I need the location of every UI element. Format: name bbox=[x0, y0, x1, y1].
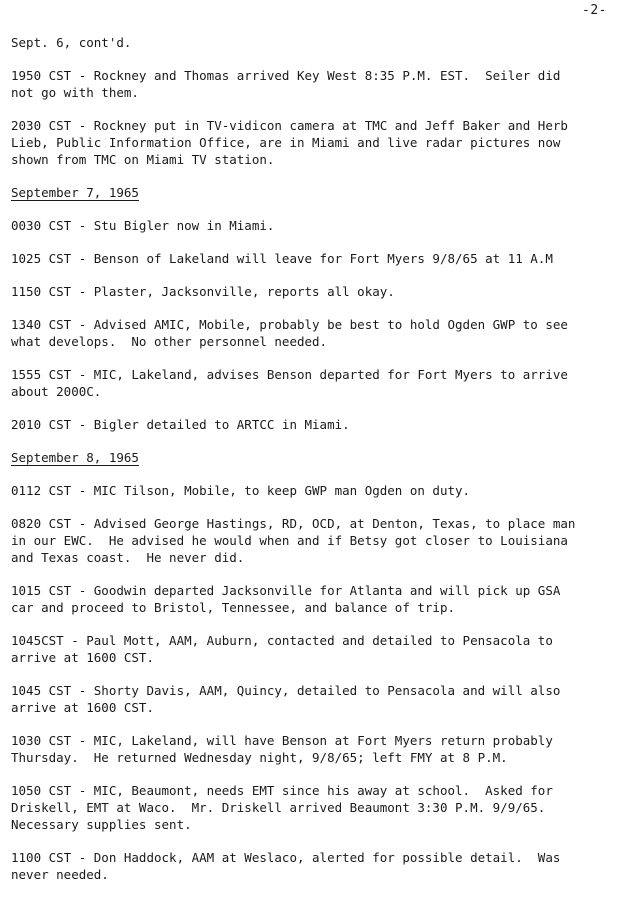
log-entry bbox=[11, 782, 631, 833]
log-entry bbox=[11, 316, 631, 350]
date-heading: September 8, 1965 bbox=[11, 450, 139, 465]
log-entry-line: 0112 CST - MIC Tilson, Mobile, to keep GWP man Ogden on duty. bbox=[11, 483, 471, 498]
log-entry bbox=[11, 582, 631, 616]
log-entry-line: 1015 CST - Goodwin departed Jacksonville for Atlanta and will pick up GSA bbox=[11, 583, 561, 598]
log-entry-line: 1150 CST - Plaster, Jacksonville, reports all okay. bbox=[11, 284, 395, 299]
log-entry-line: in our EWC. He advised he would when and if Betsy got closer to Louisiana bbox=[11, 533, 568, 548]
log-entry bbox=[11, 682, 631, 716]
log-entry-line: not go with them. bbox=[11, 85, 139, 100]
log-entry-line: 2030 CST - Rockney put in TV-vidicon camera at TMC and Jeff Baker and Herb bbox=[11, 118, 568, 133]
log-entry-line: Thursday. He returned Wednesday night, 9/8/65; left FMY at 8 P.M. bbox=[11, 750, 508, 765]
log-entry bbox=[11, 366, 631, 400]
log-entry bbox=[11, 632, 631, 666]
log-entry-line: never needed. bbox=[11, 867, 109, 882]
log-entry-line: 1340 CST - Advised AMIC, Mobile, probably be best to hold Ogden GWP to see bbox=[11, 317, 568, 332]
date-heading-wrap bbox=[11, 449, 631, 482]
log-entry-line: Lieb, Public Information Office, are in Miami and live radar pictures now bbox=[11, 135, 561, 150]
date-heading-wrap bbox=[11, 184, 631, 217]
log-entry-line: 1045 CST - Shorty Davis, AAM, Quincy, detailed to Pensacola and will also bbox=[11, 683, 561, 698]
log-entry-line: 1030 CST - MIC, Lakeland, will have Benson at Fort Myers return probably bbox=[11, 733, 553, 748]
log-entry bbox=[11, 67, 631, 101]
log-entry-line: 0820 CST - Advised George Hastings, RD, OCD, at Denton, Texas, to place man bbox=[11, 516, 576, 531]
log-entry bbox=[11, 250, 631, 267]
log-entry bbox=[11, 482, 631, 499]
log-entry-line: shown from TMC on Miami TV station. bbox=[11, 152, 275, 167]
log-entry bbox=[11, 849, 631, 883]
log-entry-line: 0030 CST - Stu Bigler now in Miami. bbox=[11, 218, 275, 233]
log-entry-line: 1045CST - Paul Mott, AAM, Auburn, contacted and detailed to Pensacola to bbox=[11, 633, 553, 648]
log-entry-line: Necessary supplies sent. bbox=[11, 817, 192, 832]
log-entry-line: arrive at 1600 CST. bbox=[11, 650, 154, 665]
log-entry-line: Sept. 6, cont'd. bbox=[11, 35, 132, 50]
log-entry bbox=[11, 416, 631, 433]
log-entry bbox=[11, 732, 631, 766]
log-entry-line: about 2000C. bbox=[11, 384, 102, 399]
log-content bbox=[11, 34, 631, 899]
date-heading: September 7, 1965 bbox=[11, 185, 139, 200]
log-entry bbox=[11, 34, 631, 51]
log-entry bbox=[11, 515, 631, 566]
log-entry bbox=[11, 283, 631, 300]
log-entry-line: and Texas coast. He never did. bbox=[11, 550, 245, 565]
log-entry-line: 1050 CST - MIC, Beaumont, needs EMT since his away at school. Asked for bbox=[11, 783, 553, 798]
log-entry bbox=[11, 217, 631, 234]
log-entry-line: 1950 CST - Rockney and Thomas arrived Key West 8:35 P.M. EST. Seiler did bbox=[11, 68, 561, 83]
log-entry-line: 1100 CST - Don Haddock, AAM at Weslaco, alerted for possible detail. Was bbox=[11, 850, 561, 865]
log-entry-line: arrive at 1600 CST. bbox=[11, 700, 154, 715]
log-entry bbox=[11, 117, 631, 168]
log-entry-line: 1555 CST - MIC, Lakeland, advises Benson departed for Fort Myers to arrive bbox=[11, 367, 568, 382]
log-entry-line: 2010 CST - Bigler detailed to ARTCC in Miami. bbox=[11, 417, 350, 432]
log-entry-line: Driskell, EMT at Waco. Mr. Driskell arrived Beaumont 3:30 P.M. 9/9/65. bbox=[11, 800, 546, 815]
log-entry-line: 1025 CST - Benson of Lakeland will leave for Fort Myers 9/8/65 at 11 A.M bbox=[11, 251, 553, 266]
log-entry-line: what develops. No other personnel needed. bbox=[11, 334, 328, 349]
page-number: -2- bbox=[582, 3, 607, 18]
log-entry-line: car and proceed to Bristol, Tennessee, and balance of trip. bbox=[11, 600, 456, 615]
